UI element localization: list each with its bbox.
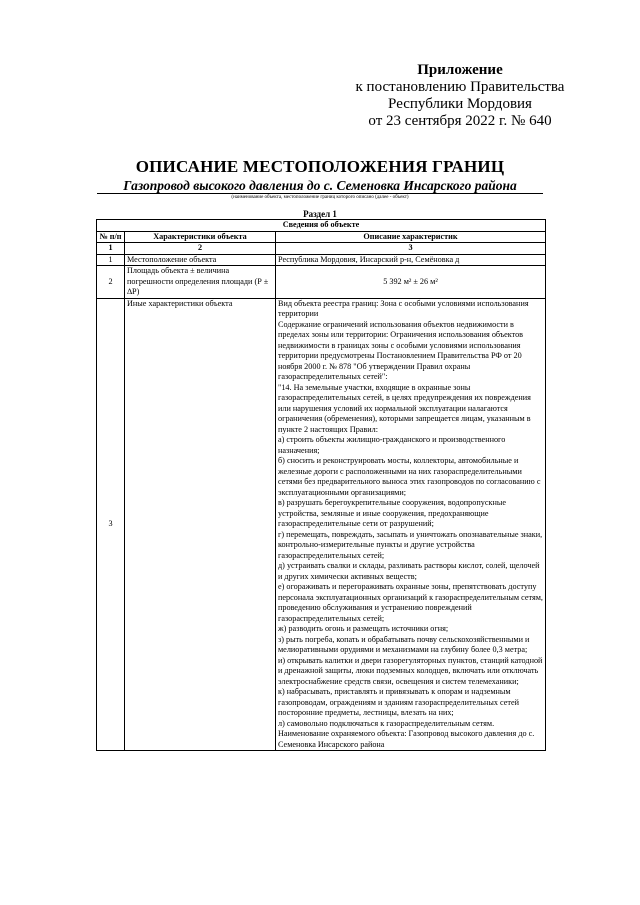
description-line: и) открывать калитки и двери газорегуляторных пунктов, станций катодной и дренажной защиты, люки подземных колодцев, включать или отключать электроснабжение средств связи, освещения и систем телемеханики;: [278, 655, 543, 686]
appendix-line-2: Республики Мордовия: [388, 96, 532, 112]
row-description: 5 392 м² ± 26 м²: [276, 266, 546, 299]
table-header-numbers-row: [97, 243, 546, 255]
description-line: Вид объекта реестра границ: Зона с особыми условиями использования территории: [278, 298, 529, 318]
column-header-characteristic: Характеристики объекта: [125, 231, 276, 243]
row-description: Республика Мордовия, Инсарский р-н, Семёновка д: [276, 254, 546, 266]
description-line: ж) разводить огонь и размещать источники огня;: [278, 624, 449, 633]
row-characteristic: Местоположение объекта: [125, 254, 276, 266]
document-title: ОПИСАНИЕ МЕСТОПОЛОЖЕНИЯ ГРАНИЦ: [135, 157, 505, 176]
description-line: з) рыть погреба, копать и обрабатывать почву сельскохозяйственными и мелиоративными орудиями и механизмами на глубину более 0,3 метра;: [278, 634, 530, 654]
section-label: Раздел 1: [303, 209, 337, 219]
column-header-description: Описание характеристик: [276, 231, 546, 243]
table-row: [97, 266, 546, 299]
column-number-1: 1: [97, 243, 125, 255]
appendix-line-1: к постановлению Правительства: [355, 79, 565, 95]
description-line: "14. На земельные участки, входящие в охранные зоны газораспределительных сетей, в целях предупреждения их повреждения или нарушения условий их нормальной эксплуатации налагаются ограничения (обременения), которыми запрещается лицам, указанным в пункте 2 настоящих Правил:: [278, 382, 531, 434]
description-line: к) набрасывать, приставлять и привязывать к опорам и надземным газопроводам, ограждениям и зданиям газораспределительных сетей посторонние предметы, лестницы, влезать на них;: [278, 687, 519, 717]
table-caption: Сведения об объекте: [97, 220, 546, 232]
description-line: Содержание ограничений использования объектов недвижимости в пределах зоны или территории: Ограничения использования объектов недвижимости в границах зоны с особыми условиями использования территории предусмотрены Постановлением Правительства РФ от 20 ноября 2000 г. № 878 "Об утверждении Правил охраны газораспределительных сетей":: [278, 319, 524, 381]
description-line: г) перемещать, повреждать, засыпать и уничтожать опознавательные знаки, контрольно-измерительные пункты и другие устройства газораспределительных сетей;: [278, 529, 543, 560]
column-header-number: № п/п: [97, 231, 125, 243]
appendix-title: Приложение: [417, 62, 503, 78]
table-row: [97, 254, 546, 266]
column-number-2: 2: [125, 243, 276, 255]
description-line: б) сносить и реконструировать мосты, коллекторы, автомобильные и железные дороги с расположенными на них газораспределительными сетями без предварительного выноса этих газопроводов по согласованию с эксплуатационными организациями;: [278, 456, 541, 497]
description-line: е) огораживать и перегораживать охранные зоны, препятствовать доступу персонала эксплуатационных организаций к газораспределительным сетям, проведению обслуживания и устранению повреждений газораспределительных сетей;: [278, 582, 543, 623]
object-info-table: [96, 219, 546, 751]
description-line: Наименование охраняемого объекта: Газопровод высокого давления до с. Семеновка Инсарского района: [278, 729, 535, 749]
row-characteristic: Иные характеристики объекта: [125, 298, 276, 751]
appendix-line-3: от 23 сентября 2022 г. № 640: [368, 113, 552, 129]
row-description: [276, 298, 546, 751]
column-number-3: 3: [276, 243, 546, 255]
underline-divider: [97, 193, 543, 194]
table-row: [97, 298, 546, 751]
object-name: Газопровод высокого давления до с. Семеновка Инсарского района: [123, 178, 517, 193]
row-number: 1: [97, 254, 125, 266]
description-line: д) устраивать свалки и склады, разливать растворы кислот, солей, щелочей и других химически активных веществ;: [278, 561, 540, 581]
description-line: л) самовольно подключаться к газораспределительным сетям.: [278, 718, 495, 728]
table-header-row: [97, 231, 546, 243]
row-number: 2: [97, 266, 125, 299]
row-characteristic: Площадь объекта ± величина погрешности определения площади (Р ± ∆Р): [125, 266, 276, 299]
row-number: 3: [97, 298, 125, 751]
appendix-block: [330, 62, 590, 130]
description-line: в) разрушать берегоукрепительные сооружения, водопропускные устройства, земляные и иные сооружения, предохраняющие газораспределительные сети от разрушений;: [278, 498, 506, 528]
object-name-caption: (наименование объекта, местоположение границ которого описано (далее - объект): [231, 195, 409, 200]
description-line: а) строить объекты жилищно-гражданского и производственного назначения;: [278, 435, 506, 455]
